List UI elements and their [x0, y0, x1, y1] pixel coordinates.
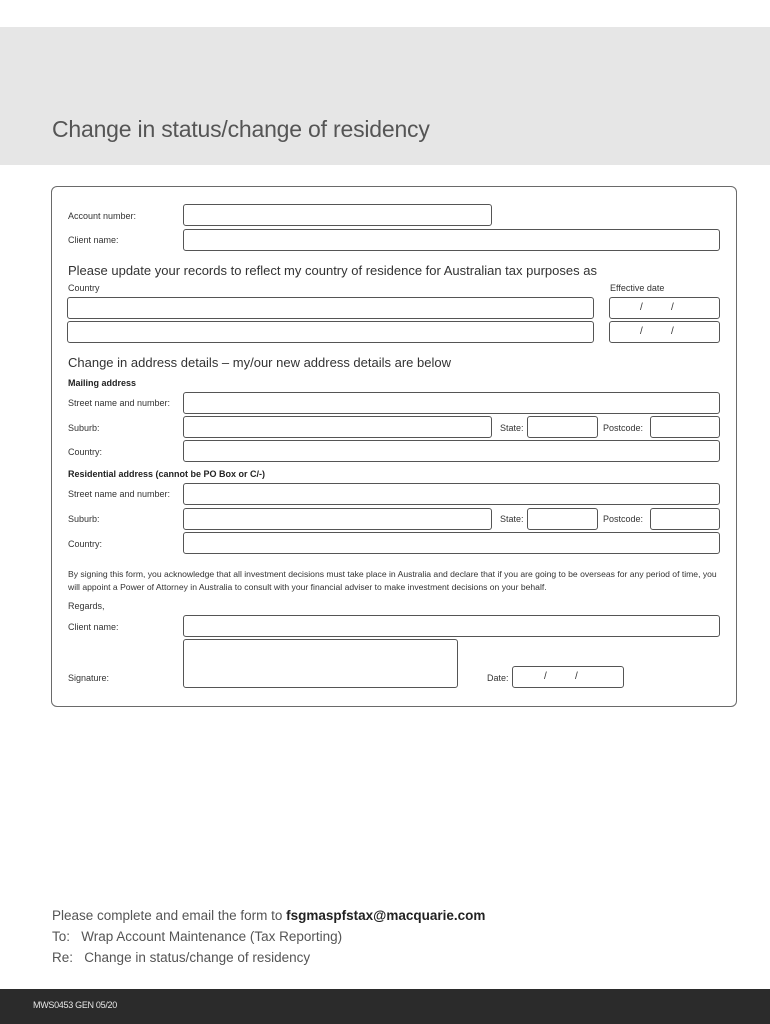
- mailing-postcode-field[interactable]: [650, 416, 720, 438]
- residential-state-field[interactable]: [527, 508, 598, 530]
- mailing-suburb-label: Suburb:: [68, 423, 100, 433]
- header-band: [0, 27, 770, 165]
- mailing-country-label: Country:: [68, 447, 103, 457]
- date-separator: /: [640, 326, 643, 337]
- re-line: [52, 950, 310, 965]
- signing-client-name-field[interactable]: [183, 615, 720, 637]
- effective-date-field-2[interactable]: [609, 321, 720, 343]
- mailing-address-label: Mailing address: [68, 378, 137, 388]
- to-label: To:: [52, 929, 71, 944]
- date-separator: /: [544, 671, 547, 682]
- residential-country-label: Country:: [68, 539, 103, 549]
- country-column-label: Country: [68, 283, 100, 293]
- signature-field[interactable]: [183, 639, 458, 688]
- to-line: [52, 929, 342, 944]
- date-separator: /: [640, 302, 643, 313]
- address-heading: Change in address details – my/our new address details are below: [68, 355, 451, 370]
- residential-suburb-label: Suburb:: [68, 514, 100, 524]
- signing-date-field[interactable]: [512, 666, 624, 688]
- email-address[interactable]: fsgmaspfstax@macquarie.com: [286, 908, 486, 923]
- date-separator: /: [671, 326, 674, 337]
- re-label: Re:: [52, 950, 74, 965]
- regards-text: Regards,: [68, 601, 105, 611]
- signature-label: Signature:: [68, 673, 110, 683]
- date-separator: /: [575, 671, 578, 682]
- residential-address-label: Residential address (cannot be PO Box or C/-): [68, 469, 266, 479]
- residential-postcode-label: Postcode:: [603, 514, 644, 524]
- mailing-country-field[interactable]: [183, 440, 720, 462]
- mailing-street-field[interactable]: [183, 392, 720, 414]
- mailing-suburb-field[interactable]: [183, 416, 492, 438]
- client-name-field[interactable]: [183, 229, 720, 251]
- residential-street-field[interactable]: [183, 483, 720, 505]
- account-number-field[interactable]: [183, 204, 492, 226]
- email-instruction-text: Please complete and email the form to: [52, 908, 283, 923]
- effective-date-label: Effective date: [610, 283, 665, 293]
- signing-client-name-label: Client name:: [68, 622, 119, 632]
- page-title: Change in status/change of residency: [52, 116, 430, 142]
- mailing-postcode-label: Postcode:: [603, 423, 644, 433]
- country-field-1[interactable]: [67, 297, 594, 319]
- signing-date-label: Date:: [487, 673, 509, 683]
- residential-state-label: State:: [500, 514, 524, 524]
- residential-street-label: Street name and number:: [68, 489, 171, 499]
- residential-suburb-field[interactable]: [183, 508, 492, 530]
- to-value: Wrap Account Maintenance (Tax Reporting): [81, 929, 343, 944]
- date-separator: /: [671, 302, 674, 313]
- mailing-state-field[interactable]: [527, 416, 598, 438]
- re-value: Change in status/change of residency: [84, 950, 311, 965]
- document-code: MWS0453 GEN 05/20: [33, 1000, 117, 1010]
- email-instruction: [52, 908, 485, 923]
- residential-postcode-field[interactable]: [650, 508, 720, 530]
- effective-date-field-1[interactable]: [609, 297, 720, 319]
- country-field-2[interactable]: [67, 321, 594, 343]
- residency-heading: Please update your records to reflect my country of residence for Australian tax purposes as: [68, 263, 597, 278]
- mailing-state-label: State:: [500, 423, 524, 433]
- account-number-label: Account number:: [68, 211, 137, 221]
- residential-country-field[interactable]: [183, 532, 720, 554]
- mailing-street-label: Street name and number:: [68, 398, 171, 408]
- client-name-label: Client name:: [68, 235, 119, 245]
- declaration-text: By signing this form, you acknowledge that all investment decisions must take place in Australia and declare that if you are going to be overseas for any period of time, you will appoint a Power of Attorney in Australia to consult with your financial adviser to make investment decisions on your behalf.: [68, 569, 717, 592]
